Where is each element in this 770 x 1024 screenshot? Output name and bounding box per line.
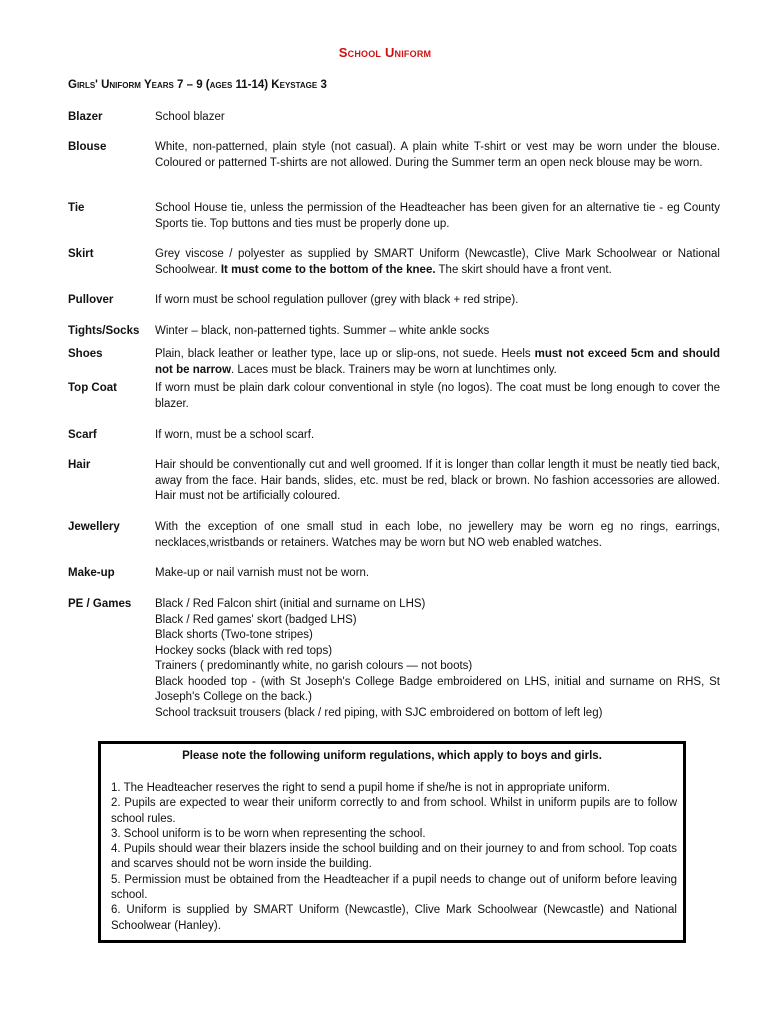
item-text-emphasis: It must come to the bottom of the knee. <box>220 263 436 276</box>
regulation-item: 1. The Headteacher reserves the right to send a pupil home if she/he is not in appropriate uniform. <box>111 782 611 794</box>
item-label: Hair <box>68 459 91 471</box>
item-text: White, non-patterned, plain style (not casual). A plain white T-shirt or vest may be worn under the blouse. Coloured or patterned T-shirts are not allowed. During the Summer term an open neck blouse may be worn. <box>155 141 720 169</box>
item-text-part: Grey viscose / polyester as supplied by SMART Uniform (Newcastle), Clive Mark Schoolwear or National Schoolwear. <box>155 248 720 276</box>
regulation-item: 2. Pupils are expected to wear their uniform correctly to and from school. Whilst in uniform pupils are to follow school rules. <box>111 797 677 825</box>
item-label: Skirt <box>68 248 94 260</box>
pe-kit-line: School tracksuit trousers (black / red piping, with SJC embroidered on bottom of left leg) <box>155 706 603 719</box>
document-subtitle: Girls' Uniform Years 7 – 9 (ages 11-14) Keystage 3 <box>68 79 327 91</box>
regulation-item: 4. Pupils should wear their blazers inside the school building and on their journey to and from school. Top coats and scarves should not be worn inside the building. <box>111 843 677 871</box>
regulation-item: 5. Permission must be obtained from the Headteacher if a pupil needs to change out of uniform before leaving school. <box>111 873 677 902</box>
item-text <box>155 347 720 378</box>
pe-kit-line: Black hooded top - (with St Joseph's College Badge embroidered on LHS, initial and surname on RHS, St Joseph's College on the back.) <box>155 675 720 703</box>
pe-kit-line: Trainers ( predominantly white, no garish colours — not boots) <box>155 660 473 672</box>
item-text: If worn must be school regulation pullover (grey with black + red stripe). <box>155 294 519 306</box>
pe-kit-line: Black / Red Falcon shirt (initial and surname on LHS) <box>155 598 426 610</box>
item-label: Jewellery <box>68 521 120 533</box>
regulation-item: 6. Uniform is supplied by SMART Uniform (Newcastle), Clive Mark Schoolwear (Newcastle) and National Schoolwear (Hanley). <box>111 904 677 932</box>
item-label: Make-up <box>68 567 115 579</box>
item-text: School House tie, unless the permission of the Headteacher has been given for an alternative tie - eg County Sports tie. Top buttons and ties must be properly done up. <box>155 202 720 230</box>
item-label: Blouse <box>68 141 107 153</box>
pe-kit-line: Hockey socks (black with red tops) <box>155 644 333 657</box>
item-text: If worn, must be a school scarf. <box>155 429 315 441</box>
pe-kit-line: Black shorts (Two-tone stripes) <box>155 629 313 641</box>
regulation-item: 3. School uniform is to be worn when representing the school. <box>111 827 426 840</box>
item-text-emphasis: must not exceed 5cm and should not be narrow <box>155 348 721 376</box>
item-text: School blazer <box>155 111 225 123</box>
pe-kit-line: Black / Red games' skort (badged LHS) <box>155 613 357 626</box>
item-text: Hair should be conventionally cut and well groomed. If it is longer than collar length it must be neatly tied back, away from the face. Hair bands, slides, etc. must be red, black or brown. No fashion accessories are allowed. Hair must not be artificially coloured. <box>155 459 720 502</box>
item-text-part: The skirt should have a front vent. <box>435 263 612 276</box>
item-text-part: . Laces must be black. Trainers may be worn at lunchtimes only. <box>231 363 557 376</box>
regulations-heading: Please note the following uniform regulations, which apply to boys and girls. <box>182 750 602 762</box>
item-label: Blazer <box>68 111 103 123</box>
regulations-box <box>98 741 686 943</box>
item-label: Pullover <box>68 294 114 306</box>
document-title: School Uniform <box>338 45 432 60</box>
item-label: PE / Games <box>68 598 132 610</box>
item-text <box>155 247 720 278</box>
item-text: With the exception of one small stud in each lobe, no jewellery may be worn eg no rings, earrings, necklaces,wristbands or retainers. Watches may be worn but NO web enabled watches. <box>155 521 720 549</box>
item-label: Scarf <box>68 429 97 441</box>
item-text: If worn must be plain dark colour conventional in style (no logos). The coat must be long enough to cover the blazer. <box>155 382 720 410</box>
item-label: Top Coat <box>68 382 117 394</box>
pe-kit-list <box>155 597 720 721</box>
regulations-list <box>111 781 677 934</box>
item-label: Shoes <box>68 348 103 360</box>
item-label: Tights/Socks <box>68 325 140 337</box>
item-text-part: Plain, black leather or leather type, lace up or slip-ons, not suede. Heels <box>155 348 535 360</box>
item-label: Tie <box>68 202 85 214</box>
item-text: Make-up or nail varnish must not be worn. <box>155 567 370 579</box>
item-text: Winter – black, non-patterned tights. Summer – white ankle socks <box>155 325 490 337</box>
